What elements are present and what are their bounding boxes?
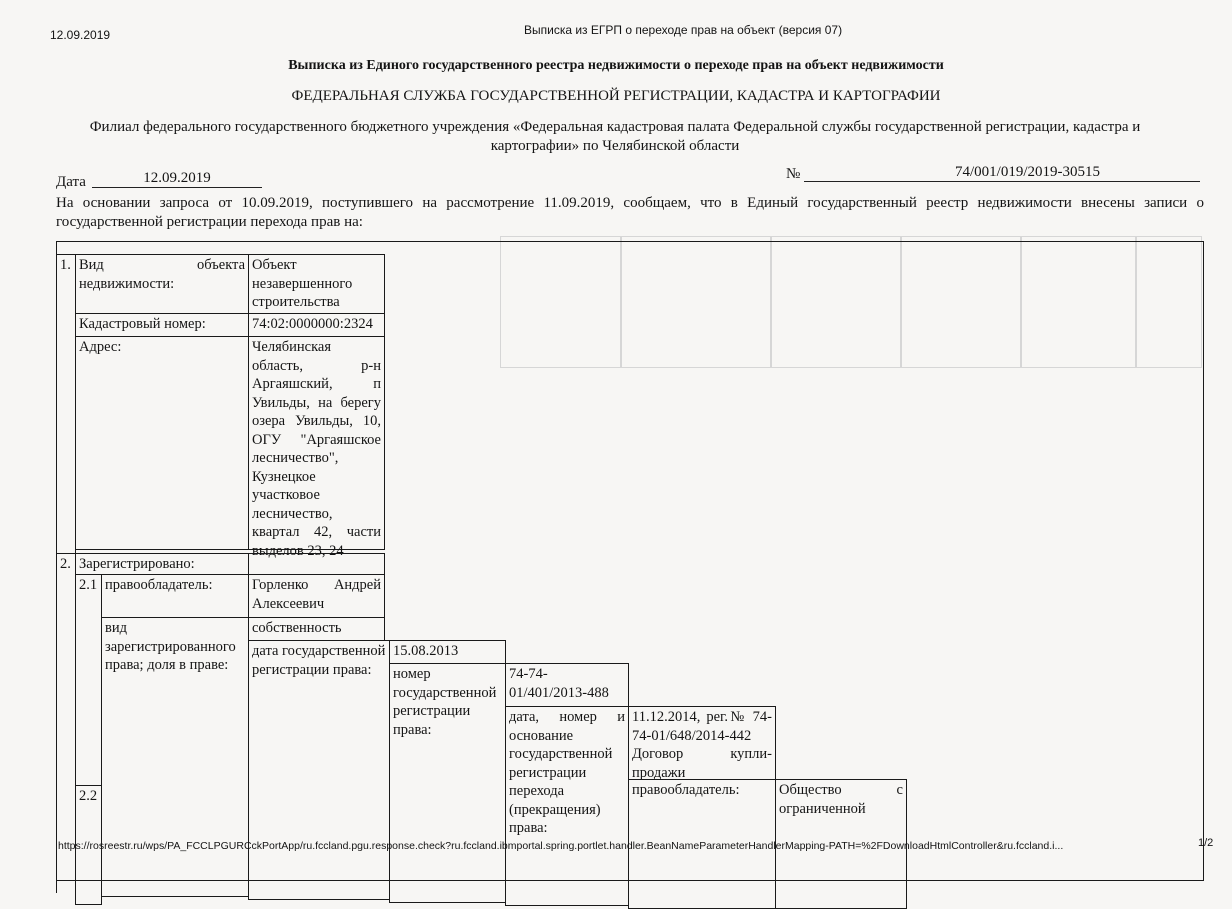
- cadastral-value: 74:02:0000000:2324: [248, 313, 385, 337]
- footer-url: https://rosreestr.ru/wps/PA_FCCLPGURCckPortApp/ru.fccland.pgu.response.check?ru.fccland.ibmportal.spring.portlet.handler.BeanNameParameterHandlerMapping-PATH=%2FDownloadHtmlController&ru.fccland.i...: [58, 840, 1064, 852]
- print-title: Выписка из ЕГРП о переходе прав на объект (версия 07): [524, 23, 843, 37]
- reg-num-value: 74-74-01/401/2013-488: [505, 663, 629, 707]
- transfer-value: 11.12.2014, рег.№ 74-74-01/648/2014-442 Договор купли-продажи: [628, 706, 776, 780]
- holder-label: правообладатель:: [101, 574, 249, 618]
- date-value: 12.09.2019: [92, 170, 262, 188]
- registered-label: Зарегистрировано:: [75, 553, 249, 575]
- number-value: 74/001/019/2019-30515: [804, 164, 1200, 182]
- holder-value: Горленко Андрей Алексеевич: [248, 574, 385, 618]
- row2-number: 2.: [56, 553, 76, 893]
- holder2-label: правообладатель:: [628, 779, 776, 909]
- right-type-value: собственность: [248, 617, 385, 641]
- page-number: 1/2: [1198, 837, 1214, 849]
- reg-date-value: 15.08.2013: [389, 640, 506, 664]
- sub-2-2-number: 2.2: [75, 785, 102, 905]
- cadastral-label: Кадастровый номер:: [75, 313, 249, 337]
- date-label: Дата: [56, 174, 86, 190]
- object-type-value: Объект незавершенного строительства: [248, 254, 385, 314]
- address-label: Адрес:: [75, 336, 249, 550]
- right-type-label: вид зарегистрированного права; доля в праве:: [101, 617, 249, 897]
- address-value: Челябинская область, р-н Аргаяшский, п Увильды, на берегу озера Увильды, 10, ОГУ "Аргаяшское лесничество", Кузнецкое участковое лесничество, квартал 42, части выделов 23, 24: [248, 336, 385, 550]
- records-table: [56, 241, 1204, 881]
- intro-paragraph: На основании запроса от 10.09.2019, поступившего на рассмотрение 11.09.2019, сообщаем, что в Единый государственный реестр недвижимости внесены записи о государственной регистрации перехода прав на:: [56, 195, 1204, 230]
- registered-value: [248, 553, 385, 575]
- document-title: Выписка из Единого государственного реестра недвижимости о переходе прав на объект недвижимости: [288, 58, 944, 73]
- holder2-value: Общество с ограниченной: [775, 779, 907, 909]
- transfer-label: дата, номер и основание государственной регистрации перехода (прекращения) права:: [505, 706, 629, 906]
- branch-name: Филиал федерального государственного бюджетного учреждения «Федеральная кадастровая палата Федеральной службы государственной регистрации, кадастра и картографии» по Челябинской области: [89, 119, 1141, 154]
- agency-name: ФЕДЕРАЛЬНАЯ СЛУЖБА ГОСУДАРСТВЕННОЙ РЕГИСТРАЦИИ, КАДАСТРА И КАРТОГРАФИИ: [291, 88, 941, 104]
- row1-number: 1.: [56, 254, 76, 554]
- reg-num-label: номер государственной регистрации права:: [389, 663, 506, 903]
- print-date: 12.09.2019: [50, 28, 111, 42]
- number-label: №: [786, 166, 801, 182]
- object-type-label: Вид объекта недвижимости:: [75, 254, 249, 314]
- reg-date-label: дата государственной регистрации права:: [248, 640, 390, 900]
- sub-2-1-number: 2.1: [75, 574, 102, 786]
